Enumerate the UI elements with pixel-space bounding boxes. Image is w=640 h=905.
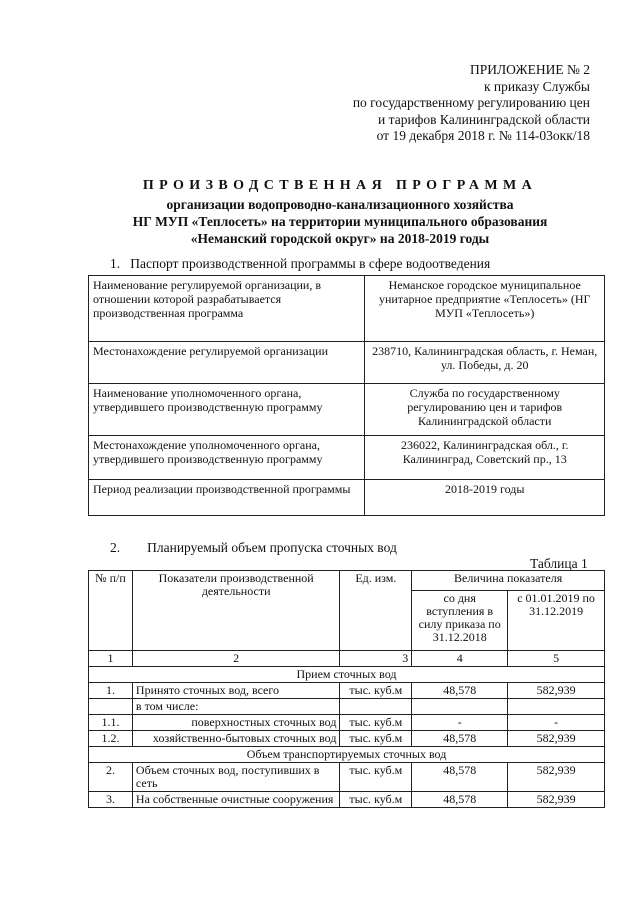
row-name: Принято сточных вод, всего: [132, 683, 340, 699]
title-line: «Неманский городской округ» на 2018-2019 годы: [190, 231, 490, 246]
row-name: в том числе:: [132, 699, 340, 715]
row-num: 1.1.: [89, 715, 133, 731]
passport-label: Наименование регулируемой организации, в отношении которой разрабатывается производственная программа: [89, 276, 365, 342]
section-label: Объем транспортируемых сточных вод: [89, 747, 605, 763]
document-title: [60, 176, 620, 247]
row-value-1: 48,578: [412, 731, 508, 747]
passport-value: Неманское городское муниципальное унитарное предприятие «Теплосеть» (НГ МУП «Теплосеть»): [365, 276, 605, 342]
appendix-line: ПРИЛОЖЕНИЕ № 2: [469, 62, 590, 77]
row-value-1: 48,578: [412, 683, 508, 699]
table-colnum-row: [89, 651, 605, 667]
row-name: хозяйственно-бытовых сточных вод: [132, 731, 340, 747]
row-unit: тыс. куб.м: [340, 731, 412, 747]
passport-label: Местонахождение уполномоченного органа, утвердившего производственную программу: [89, 436, 365, 480]
passport-table: [88, 275, 605, 516]
row-value-1: 48,578: [412, 763, 508, 792]
header-value: Величина показателя: [412, 571, 605, 591]
row-num: 1.2.: [89, 731, 133, 747]
table-caption: Таблица 1: [530, 556, 588, 571]
row-value-2: 582,939: [508, 792, 605, 808]
title-line: НГ МУП «Теплосеть» на территории муниципального образования: [132, 214, 548, 229]
header-indicator: Показатели производственной деятельности: [132, 571, 340, 651]
table-row: [89, 276, 605, 342]
row-value-2: 582,939: [508, 683, 605, 699]
row-unit: тыс. куб.м: [340, 683, 412, 699]
row-value-2: -: [508, 715, 605, 731]
colnum: 1: [89, 651, 133, 667]
table-row: [89, 699, 605, 715]
table-row: [89, 715, 605, 731]
appendix-line: к приказу Службы: [483, 78, 590, 94]
row-num: 2.: [89, 763, 133, 792]
title-line: организации водопроводно-канализационного хозяйства: [166, 197, 514, 212]
passport-value: Служба по государственному регулированию цен и тарифов Калининградской области: [365, 384, 605, 436]
passport-label: Наименование уполномоченного органа, утвердившего производственную программу: [89, 384, 365, 436]
row-num: 3.: [89, 792, 133, 808]
passport-value: 238710, Калининградская область, г. Неман, ул. Победы, д. 20: [365, 342, 605, 384]
table-row: [89, 342, 605, 384]
title-main: ПРОИЗВОДСТВЕННАЯ ПРОГРАММА: [142, 178, 538, 193]
row-unit: тыс. куб.м: [340, 715, 412, 731]
passport-value: 2018-2019 годы: [365, 480, 605, 516]
colnum: 2: [132, 651, 340, 667]
header-unit: Ед. изм.: [340, 571, 412, 651]
colnum: 5: [508, 651, 605, 667]
table-row: [89, 480, 605, 516]
row-unit: тыс. куб.м: [340, 792, 412, 808]
passport-label: Местонахождение регулируемой организации: [89, 342, 365, 384]
table-row: [89, 792, 605, 808]
row-value-2: 582,939: [508, 731, 605, 747]
row-value-2: 582,939: [508, 763, 605, 792]
table-row: [89, 731, 605, 747]
row-name: поверхностных сточных вод: [132, 715, 340, 731]
colnum: 3: [340, 651, 412, 667]
passport-value: 236022, Калининградская обл., г. Калининград, Советский пр., 13: [365, 436, 605, 480]
header-num: № п/п: [89, 571, 133, 651]
appendix-line: и тарифов Калининградской области: [378, 111, 590, 127]
table-row: [89, 763, 605, 792]
appendix-line: от 19 декабря 2018 г. № 114-03окк/18: [376, 128, 590, 143]
section2-heading: 2. Планируемый объем пропуска сточных вод: [110, 540, 397, 555]
appendix-header: [300, 62, 590, 145]
row-num: 1.: [89, 683, 133, 699]
colnum: 4: [412, 651, 508, 667]
row-unit: тыс. куб.м: [340, 763, 412, 792]
table-row: [89, 436, 605, 480]
row-name: Объем сточных вод, поступивших в сеть: [132, 763, 340, 792]
table-row: [89, 384, 605, 436]
row-name: На собственные очистные сооружения: [132, 792, 340, 808]
row-value-1: -: [412, 715, 508, 731]
table-header-row: [89, 571, 605, 591]
header-period1: со дня вступления в силу приказа по 31.12.2018: [412, 591, 508, 651]
header-period2: с 01.01.2019 по 31.12.2019: [508, 591, 605, 651]
section1-heading: 1. Паспорт производственной программы в сфере водоотведения: [110, 256, 491, 271]
table-row: [89, 683, 605, 699]
table-section-row: [89, 667, 605, 683]
table-section-row: [89, 747, 605, 763]
passport-label: Период реализации производственной программы: [89, 480, 365, 516]
row-value-1: 48,578: [412, 792, 508, 808]
section-label: Прием сточных вод: [89, 667, 605, 683]
volume-table: [88, 570, 605, 808]
appendix-line: по государственному регулированию цен: [352, 95, 590, 110]
